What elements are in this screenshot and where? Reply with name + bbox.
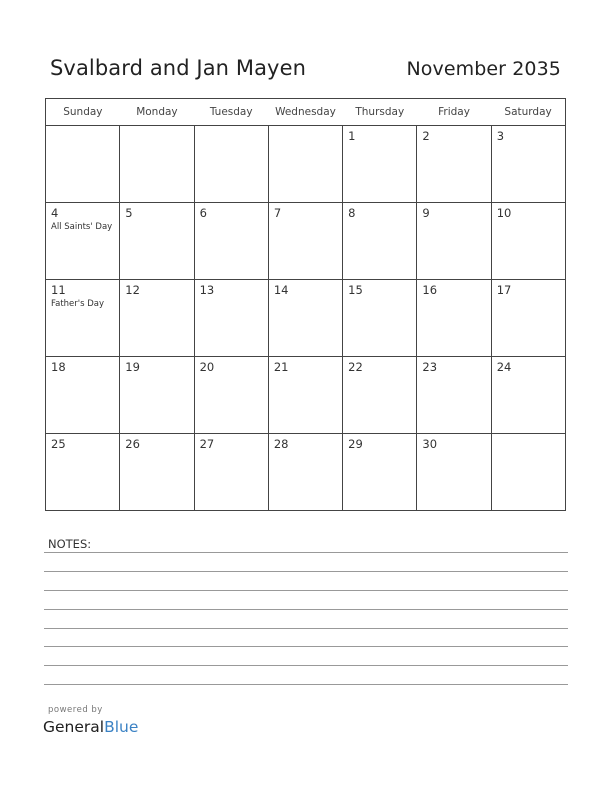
day-number: 21 [273, 360, 289, 374]
brand-general: General [43, 718, 105, 736]
weekday-friday: Friday [417, 99, 491, 126]
day-cell [417, 357, 491, 434]
day-cell [194, 280, 268, 357]
weekday-monday: Monday [120, 99, 194, 126]
day-cell [120, 280, 194, 357]
week-row [46, 434, 566, 511]
month-year-title: November 2035 [406, 58, 561, 80]
day-cell [343, 126, 417, 203]
notes-line [44, 609, 568, 610]
day-number: 2 [422, 129, 430, 143]
weekday-wednesday: Wednesday [268, 99, 342, 126]
day-cell [46, 126, 120, 203]
weekday-tuesday: Tuesday [194, 99, 268, 126]
day-number: 6 [199, 206, 207, 220]
day-cell [491, 280, 565, 357]
day-cell [491, 434, 565, 511]
day-number: 18 [51, 360, 66, 374]
day-number: 23 [422, 360, 438, 374]
day-number: 29 [348, 437, 363, 451]
day-cell [417, 434, 491, 511]
notes-line [44, 628, 568, 629]
weekday-header-row [46, 99, 566, 126]
week-row [46, 126, 566, 203]
day-number: 3 [496, 129, 505, 143]
day-cell [268, 280, 342, 357]
notes-line [44, 665, 568, 666]
day-cell [46, 434, 120, 511]
day-cell [491, 203, 565, 280]
day-cell [194, 434, 268, 511]
day-number: 28 [273, 437, 289, 451]
day-cell [343, 357, 417, 434]
week-row [46, 357, 566, 434]
day-cell [194, 357, 268, 434]
day-cell [491, 126, 565, 203]
day-cell [120, 126, 194, 203]
day-number: 30 [422, 437, 438, 451]
week-row [46, 203, 566, 280]
day-cell [46, 203, 120, 280]
day-number: 1 [348, 129, 356, 143]
day-number: 22 [348, 360, 363, 374]
day-cell [120, 357, 194, 434]
week-row [46, 280, 566, 357]
day-number: 17 [496, 283, 512, 297]
day-number: 8 [348, 206, 356, 220]
day-cell [491, 357, 565, 434]
day-cell [46, 280, 120, 357]
notes-line [44, 552, 568, 553]
day-number: 11 [51, 283, 66, 297]
day-cell [417, 280, 491, 357]
day-number: 27 [199, 437, 215, 451]
day-cell [120, 434, 194, 511]
day-number: 5 [125, 206, 133, 220]
notes-line [44, 646, 568, 647]
day-cell [417, 126, 491, 203]
powered-by-text: powered by [48, 705, 103, 715]
day-cell [417, 203, 491, 280]
day-number: 16 [422, 283, 438, 297]
day-number: 12 [125, 283, 140, 297]
day-number: 9 [422, 206, 430, 220]
day-number: 24 [496, 360, 512, 374]
day-number: 19 [125, 360, 140, 374]
day-number: 20 [199, 360, 215, 374]
day-cell [194, 203, 268, 280]
day-cell [268, 203, 342, 280]
notes-label: NOTES: [48, 537, 92, 551]
day-cell [343, 203, 417, 280]
brand-blue: Blue [104, 718, 139, 736]
day-number: 7 [273, 206, 282, 220]
notes-line [44, 590, 568, 591]
calendar-grid [45, 98, 566, 511]
day-cell [120, 203, 194, 280]
day-number: 10 [496, 206, 512, 220]
notes-line [44, 571, 568, 572]
day-cell [343, 434, 417, 511]
day-number: 4 [51, 206, 59, 220]
weekday-sunday: Sunday [46, 99, 120, 126]
day-cell [268, 434, 342, 511]
generalblue-logo [43, 718, 138, 736]
day-number: 14 [273, 283, 289, 297]
holiday-label: Father's Day [51, 299, 105, 309]
day-number: 13 [199, 283, 215, 297]
day-cell [46, 357, 120, 434]
weekday-saturday: Saturday [491, 99, 565, 126]
notes-line [44, 684, 568, 685]
day-number: 15 [348, 283, 363, 297]
weekday-thursday: Thursday [343, 99, 417, 126]
day-cell [343, 280, 417, 357]
day-cell [194, 126, 268, 203]
day-cell [268, 126, 342, 203]
day-cell [268, 357, 342, 434]
day-number: 26 [125, 437, 140, 451]
holiday-label: All Saints' Day [51, 222, 113, 232]
day-number: 25 [51, 437, 66, 451]
country-title: Svalbard and Jan Mayen [50, 56, 307, 80]
